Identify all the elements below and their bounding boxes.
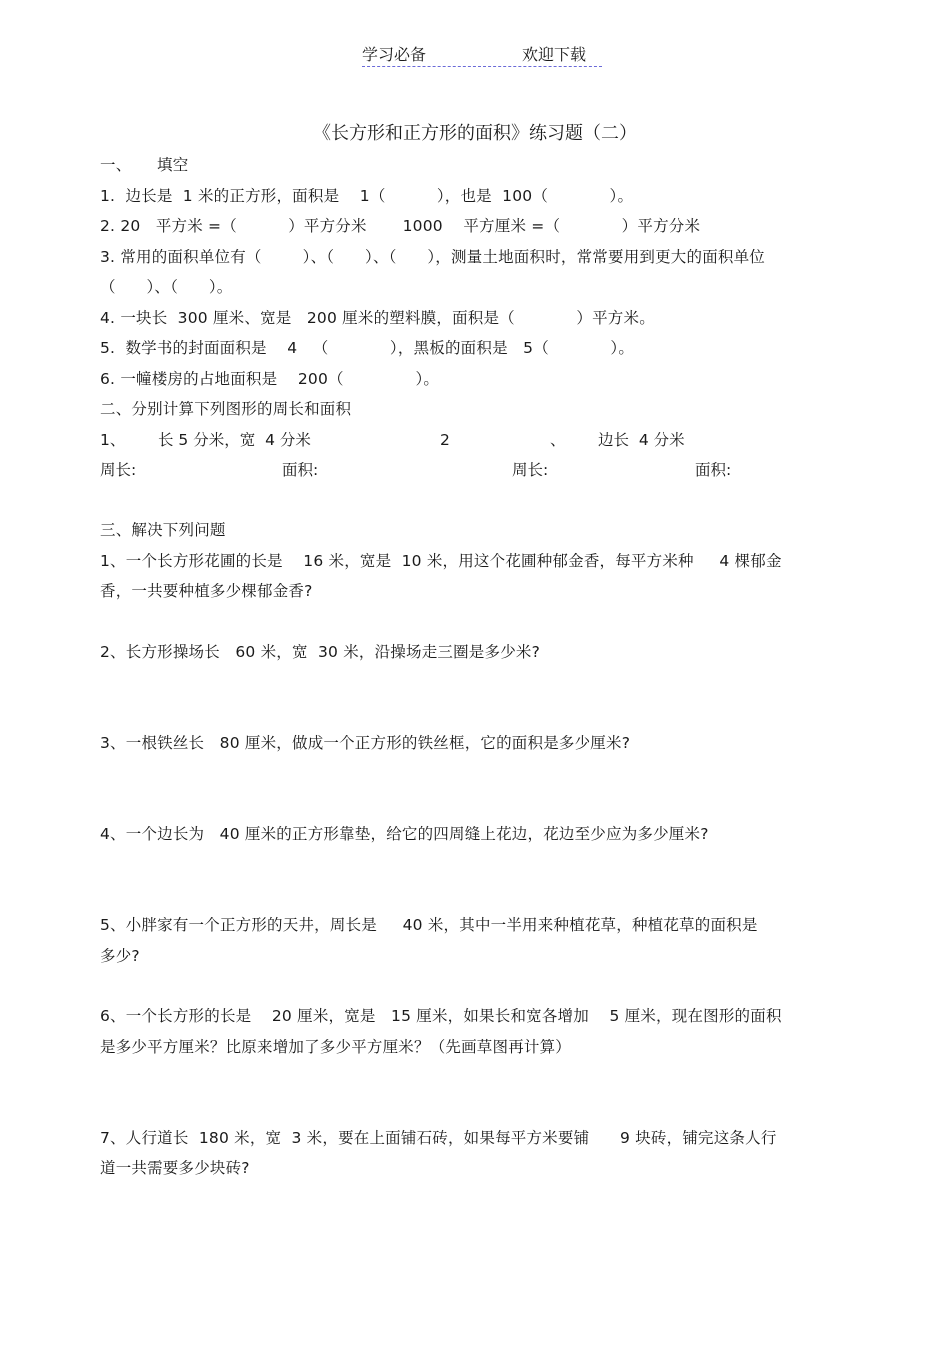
problem-6-line-1: 6、一个长方形的长是 20 厘米，宽是 15 厘米，如果长和宽各增加 5 厘米，现在图形的面积 [100,1007,782,1025]
shape2-separator: 、 [550,431,566,449]
problem-1-line-1: 1、一个长方形花圃的长是 16 米，宽是 10 米，用这个花圃种郁金香，每平方米种 4 棵郁金 [100,552,782,570]
problem-5-line-2: 多少? [100,947,140,965]
section1-heading: 一、 填空 [100,156,189,174]
fill-blank-line-3: 3. 常用的面积单位有（ ）、（ ）、（ ），测量土地面积时，常常要用到更大的面积单位 [100,248,766,266]
worksheet-title: 《长方形和正方形的面积》练习题（二） [313,123,637,144]
shape1-description: 长 5 分米，宽 4 分米 [158,431,311,449]
page-header [362,40,602,67]
header-left-text: 学习必备 [362,45,427,64]
fill-blank-line-1: 1. 边长是 1 米的正方形，面积是 1（ ），也是 100（ ）。 [100,187,634,205]
shape1-perimeter-label: 周长: [100,461,137,479]
problem-5-line-1: 5、小胖家有一个正方形的天井，周长是 40 米，其中一半用来种植花草，种植花草的面积是 [100,916,758,934]
problem-7-line-2: 道一共需要多少块砖? [100,1159,250,1177]
problem-7-line-1: 7、人行道长 180 米，宽 3 米，要在上面铺石砖，如果每平方米要铺 9 块砖，铺完这条人行 [100,1129,777,1147]
shape2-description: 边长 4 分米 [598,431,685,449]
problem-2: 2、长方形操场长 60 米，宽 30 米，沿操场走三圈是多少米? [100,643,541,661]
problem-1-line-2: 香，一共要种植多少棵郁金香? [100,582,313,600]
fill-blank-line-3-cont: （ ）、（ ）。 [100,278,233,296]
section2-heading: 二、分别计算下列图形的周长和面积 [100,400,352,418]
shape2-area-label: 面积: [695,461,732,479]
fill-blank-line-2: 2. 20 平方米 =（ ）平方分米 1000 平方厘米 =（ ）平方分米 [100,217,701,235]
fill-blank-line-6: 6. 一幢楼房的占地面积是 200（ ）。 [100,370,440,388]
section3-heading: 三、解决下列问题 [100,521,226,539]
header-right-text: 欢迎下载 [522,45,587,64]
problem-6-line-2: 是多少平方厘米？比原来增加了多少平方厘米？（先画草图再计算） [100,1038,572,1056]
problem-4: 4、一个边长为 40 厘米的正方形靠垫，给它的四周缝上花边，花边至少应为多少厘米? [100,825,709,843]
shape1-number: 1、 [100,431,126,449]
shape2-perimeter-label: 周长: [512,461,549,479]
shape1-area-label: 面积: [282,461,319,479]
shape2-number: 2 [440,431,450,449]
fill-blank-line-5: 5. 数学书的封面面积是 4 （ ），黑板的面积是 5（ ）。 [100,339,635,357]
fill-blank-line-4: 4. 一块长 300 厘米、宽是 200 厘米的塑料膜，面积是（ ）平方米。 [100,309,655,327]
problem-3: 3、一根铁丝长 80 厘米，做成一个正方形的铁丝框，它的面积是多少厘米? [100,734,631,752]
